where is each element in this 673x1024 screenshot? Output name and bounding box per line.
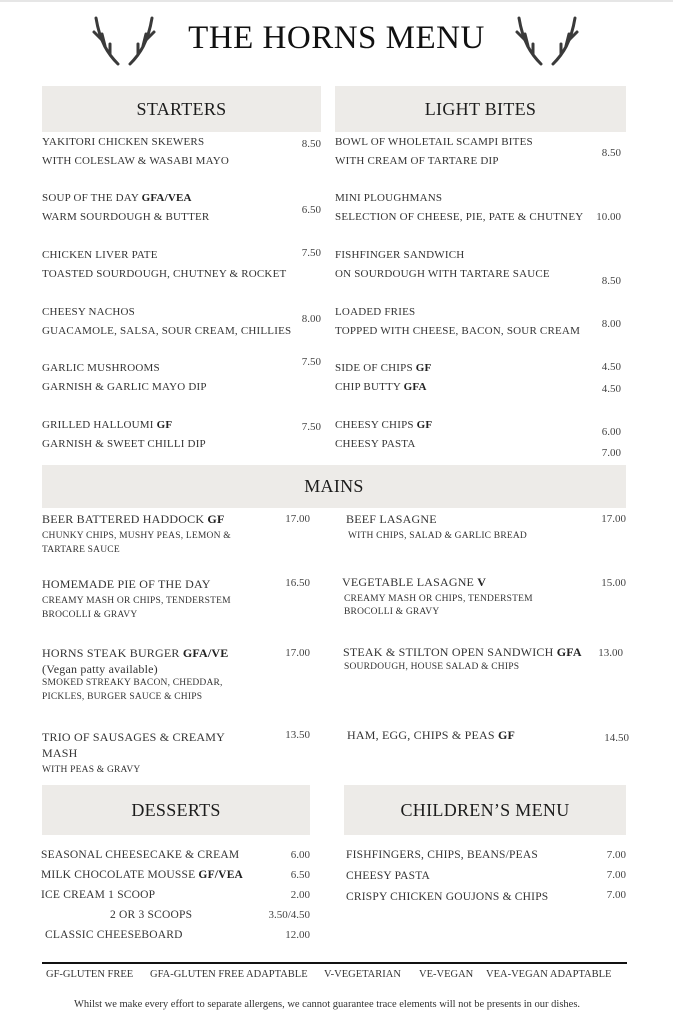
legend-v: V-VEGETARIAN (324, 969, 401, 980)
item-name: CLASSIC CHEESEBOARD (45, 929, 183, 941)
item-name: CHEESY PASTA (335, 438, 416, 450)
item-name: GRILLED HALLOUMI (42, 419, 157, 431)
item-note: (Vegan patty available) (42, 662, 158, 676)
item-name: YAKITORI CHICKEN SKEWERS (42, 136, 205, 148)
item-price: 6.50 (290, 869, 310, 881)
item-name: CHEESY CHIPS (335, 419, 417, 431)
item-price: 7.00 (606, 889, 626, 901)
legend-gfa: GFA-GLUTEN FREE ADAPTABLE (150, 969, 308, 980)
item-desc: BROCOLLI & GRAVY (42, 610, 138, 620)
item-price: 6.50 (301, 204, 321, 216)
item-price: 7.50 (301, 421, 321, 433)
childrens-menu-heading: CHILDREN’S MENU (344, 785, 626, 835)
item-desc: WITH CHIPS, SALAD & GARLIC BREAD (348, 531, 527, 541)
footer-divider (42, 962, 627, 964)
item-price: 16.50 (285, 577, 310, 589)
item-desc: TOASTED SOURDOUGH, CHUTNEY & ROCKET (42, 268, 287, 280)
item-desc: BROCOLLI & GRAVY (344, 607, 440, 617)
item-price: 17.00 (285, 647, 310, 659)
item-desc: WITH PEAS & GRAVY (42, 765, 141, 775)
item-price: 7.50 (301, 247, 321, 259)
item-desc: ON SOURDOUGH WITH TARTARE SAUCE (335, 268, 550, 280)
item-name: SOUP OF THE DAY (42, 192, 142, 204)
item-desc: CREAMY MASH OR CHIPS, TENDERSTEM (42, 596, 231, 606)
item-name: HORNS STEAK BURGER (42, 646, 183, 660)
antler-icon (513, 14, 581, 66)
item-desc: TOPPED WITH CHEESE, BACON, SOUR CREAM (335, 325, 581, 337)
allergen-disclaimer: Whilst we make every effort to separate allergens, we cannot guarantee trace elements will not be presents in our dishes. (74, 999, 581, 1010)
item-desc: GARNISH & SWEET CHILLI DIP (42, 438, 206, 450)
item-desc: GARNISH & GARLIC MAYO DIP (42, 381, 207, 393)
top-border (0, 0, 673, 2)
item-price: 6.00 (601, 426, 621, 438)
item-desc: SELECTION OF CHEESE, PIE, PATE & CHUTNEY (335, 211, 584, 223)
item-price: 10.00 (596, 211, 621, 223)
diet-tag: GF (207, 512, 225, 526)
mains-heading: MAINS (42, 465, 626, 508)
item-desc: GUACAMOLE, SALSA, SOUR CREAM, CHILLIES (42, 325, 292, 337)
diet-tag: GFA (403, 381, 427, 393)
diet-tag: GF (497, 728, 516, 742)
item-price: 7.00 (606, 849, 626, 861)
item-name: STEAK & STILTON OPEN SANDWICH (343, 645, 557, 659)
item-name: SIDE OF CHIPS (335, 362, 416, 374)
item-price: 7.50 (301, 356, 321, 368)
item-price: 13.50 (285, 729, 310, 741)
item-price: 17.00 (285, 513, 310, 525)
diet-tag: V (477, 575, 487, 589)
item-price: 3.50/4.50 (268, 909, 310, 921)
item-name: CRISPY CHICKEN GOUJONS & CHIPS (346, 891, 549, 903)
item-desc: PICKLES, BURGER SAUCE & CHIPS (42, 692, 203, 702)
item-price: 8.00 (301, 313, 321, 325)
diet-tag: GFA (556, 645, 582, 659)
item-desc: CHUNKY CHIPS, MUSHY PEAS, LEMON & (42, 531, 231, 541)
item-name: MINI PLOUGHMANS (335, 192, 443, 204)
item-price: 2.00 (290, 889, 310, 901)
diet-tag: GF/VEA (198, 869, 244, 881)
item-name: HAM, EGG, CHIPS & PEAS (347, 728, 498, 742)
item-name: SEASONAL CHEESECAKE & CREAM (41, 849, 240, 861)
item-name: BOWL OF WHOLETAIL SCAMPI BITES (335, 136, 533, 148)
item-name: 2 OR 3 SCOOPS (110, 909, 193, 921)
item-price: 8.50 (601, 147, 621, 159)
item-price: 6.00 (290, 849, 310, 861)
starters-heading: STARTERS (42, 86, 321, 132)
item-price: 17.00 (601, 513, 626, 525)
item-name: FISHFINGERS, CHIPS, BEANS/PEAS (346, 849, 538, 861)
item-name: GARLIC MUSHROOMS (42, 362, 160, 374)
item-desc: WARM SOURDOUGH & BUTTER (42, 211, 210, 223)
item-desc: CREAMY MASH OR CHIPS, TENDERSTEM (344, 594, 533, 604)
item-desc: WITH COLESLAW & WASABI MAYO (42, 155, 230, 167)
item-name: BEER BATTERED HADDOCK (42, 512, 208, 526)
diet-tag: GF (156, 419, 173, 431)
light-bites-heading: LIGHT BITES (335, 86, 626, 132)
item-price: 4.50 (601, 383, 621, 395)
item-price: 13.00 (598, 647, 623, 659)
item-name: MILK CHOCOLATE MOUSSE (41, 869, 199, 881)
item-price: 14.50 (604, 732, 629, 744)
diet-tag: GFA/VE (182, 646, 229, 660)
item-price: 15.00 (601, 577, 626, 589)
legend-gf: GF-GLUTEN FREE (46, 969, 134, 980)
item-name: CHEESY PASTA (346, 870, 431, 882)
legend-ve: VE-VEGAN (419, 969, 474, 980)
item-desc: WITH CREAM OF TARTARE DIP (335, 155, 499, 167)
item-name: CHIP BUTTY (335, 381, 404, 393)
item-desc: TARTARE SAUCE (42, 545, 120, 555)
diet-tag: GF (416, 419, 433, 431)
diet-tag: GF (415, 362, 432, 374)
item-name: BEEF LASAGNE (346, 512, 437, 526)
item-name: ICE CREAM 1 SCOOP (41, 889, 156, 901)
item-name: MASH (42, 746, 78, 760)
item-price: 8.50 (301, 138, 321, 150)
item-name: TRIO OF SAUSAGES & CREAMY (42, 730, 226, 744)
item-name: CHICKEN LIVER PATE (42, 249, 158, 261)
item-name: FISHFINGER SANDWICH (335, 249, 465, 261)
item-price: 7.00 (606, 869, 626, 881)
item-price: 12.00 (285, 929, 310, 941)
item-name: CHEESY NACHOS (42, 306, 135, 318)
item-price: 8.00 (601, 318, 621, 330)
item-price: 7.00 (601, 447, 621, 459)
menu-title: THE HORNS MENU (188, 20, 485, 56)
item-desc: SMOKED STREAKY BACON, CHEDDAR, (42, 678, 223, 688)
desserts-heading: DESSERTS (42, 785, 310, 835)
item-price: 8.50 (601, 275, 621, 287)
item-desc: SOURDOUGH, HOUSE SALAD & CHIPS (344, 662, 520, 672)
legend-vea: VEA-VEGAN ADAPTABLE (486, 969, 612, 980)
item-name: HOMEMADE PIE OF THE DAY (42, 577, 211, 591)
diet-tag: GFA/VEA (141, 192, 192, 204)
item-name: VEGETABLE LASAGNE (342, 575, 478, 589)
item-price: 4.50 (601, 361, 621, 373)
item-name: LOADED FRIES (335, 306, 416, 318)
